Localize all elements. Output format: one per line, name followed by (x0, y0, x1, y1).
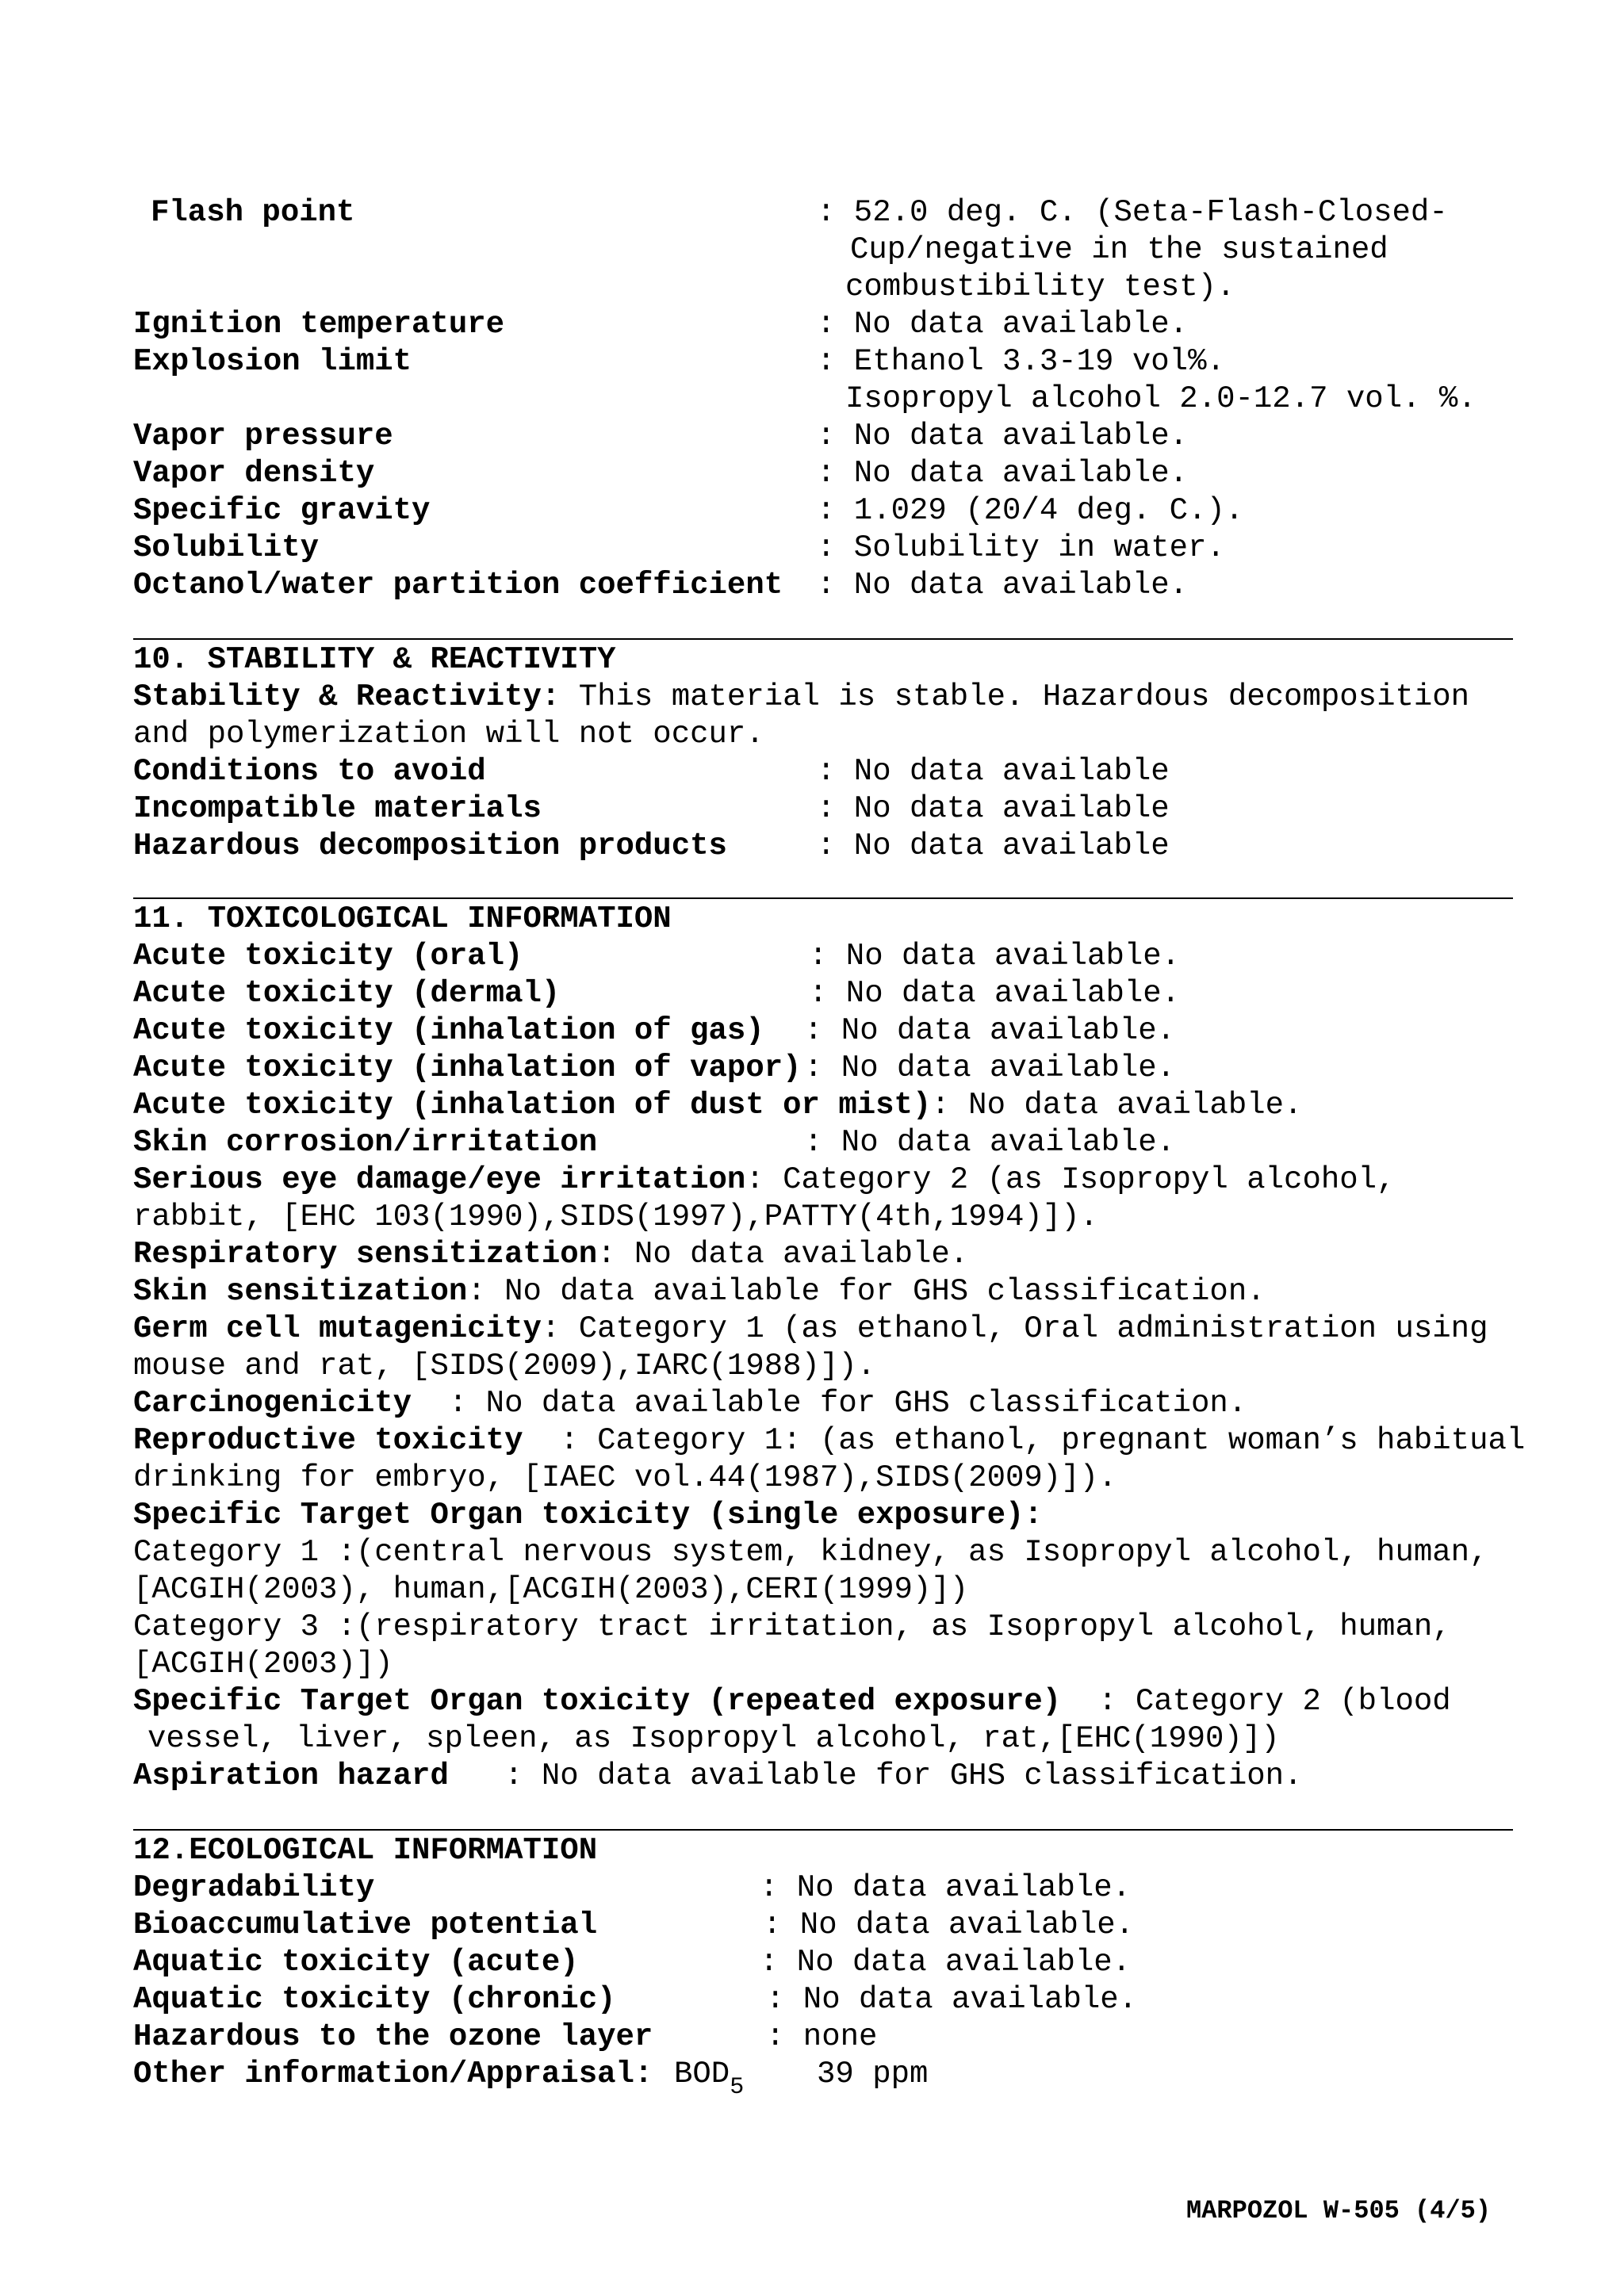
octanol-value: : No data available. (817, 568, 1189, 603)
germ-line (133, 1311, 1488, 1348)
flash-point-value-2: Cup/negative in the sustained (850, 232, 1388, 267)
vapor-density-label: Vapor density (133, 456, 375, 491)
bod-label: BOD (674, 2057, 730, 2091)
gas-label: Acute toxicity (inhalation of gas) (133, 1013, 764, 1048)
aspiration-label: Aspiration hazard (133, 1758, 449, 1793)
stot-single-text-4: [ACGIH(2003)]) (133, 1647, 393, 1682)
page-footer: MARPOZOL W-505 (4/5) (1186, 2196, 1492, 2225)
aspiration-text: : No data available for GHS classification. (448, 1758, 1303, 1793)
repro-line (133, 1422, 1525, 1460)
eye-text-1: : Category 2 (as Isopropyl alcohol, (745, 1162, 1396, 1197)
bod-subscript: 5 (730, 2074, 745, 2101)
aspiration-line (133, 1758, 1302, 1795)
repro-text-1: : Category 1: (as ethanol, pregnant woman’s habitual (523, 1423, 1526, 1458)
carc-text: : No data available for GHS classification. (412, 1386, 1247, 1421)
oral-label: Acute toxicity (oral) (133, 939, 523, 974)
stability-label: Stability & Reactivity: (133, 679, 561, 714)
skin-sens-label: Skin sensitization (133, 1274, 468, 1309)
ignition-value: : No data available. (817, 307, 1189, 342)
vapor-inhal-value: : No data available. (804, 1050, 1176, 1085)
explosion-value-2: Isopropyl alcohol 2.0-12.7 vol. %. (845, 381, 1477, 416)
gas-value: : No data available. (804, 1013, 1176, 1048)
stot-repeat-label: Specific Target Organ toxicity (repeated exposure) (133, 1684, 1062, 1719)
eye-line (133, 1161, 1395, 1199)
incompatible-label: Incompatible materials (133, 791, 542, 826)
vapor-inhal-label: Acute toxicity (inhalation of vapor) (133, 1050, 802, 1085)
vapor-pressure-value: : No data available. (817, 419, 1189, 453)
dust-line (133, 1087, 1302, 1124)
skin-sens-text: : No data available for GHS classification. (467, 1274, 1266, 1309)
repro-text-2: drinking for embryo, [IAEC vol.44(1987),SIDS(2009)]). (133, 1460, 1117, 1495)
octanol-label: Octanol/water partition coefficient (133, 568, 783, 603)
stot-repeat-text-1: : Category 2 (blood (1061, 1684, 1451, 1719)
dermal-value: : No data available. (809, 976, 1181, 1011)
hazardous-decomp-value: : No data available (817, 828, 1170, 863)
resp-label: Respiratory sensitization (133, 1237, 598, 1272)
stability-line (133, 679, 1469, 716)
stability-text-2: and polymerization will not occur. (133, 717, 764, 752)
section-11-heading: 11. TOXICOLOGICAL INFORMATION (133, 901, 672, 936)
germ-text-2: mouse and rat, [SIDS(2009),IARC(1988)]). (133, 1349, 876, 1383)
germ-text-1: : Category 1 (as ethanol, Oral administration using (541, 1311, 1488, 1346)
section-divider (133, 1829, 1513, 1831)
carc-line (133, 1385, 1247, 1422)
dermal-label: Acute toxicity (dermal) (133, 976, 561, 1011)
aq-acute-label: Aquatic toxicity (acute) (133, 1945, 579, 1980)
conditions-value: : No data available (817, 754, 1170, 789)
skin-corr-value: : No data available. (804, 1125, 1176, 1160)
eye-text-2: rabbit, [EHC 103(1990),SIDS(1997),PATTY(4th,1994)]). (133, 1200, 1098, 1234)
conditions-label: Conditions to avoid (133, 754, 486, 789)
stot-single-text-3: Category 3 :(respiratory tract irritation, as Isopropyl alcohol, human, (133, 1609, 1451, 1644)
degradability-value: : No data available. (760, 1870, 1132, 1905)
skin-sens-line (133, 1273, 1266, 1311)
aq-acute-value: : No data available. (760, 1945, 1132, 1980)
specific-gravity-label: Specific gravity (133, 493, 431, 528)
skin-corr-label: Skin corrosion/irritation (133, 1125, 598, 1160)
resp-text: : No data available. (597, 1237, 969, 1272)
incompatible-value: : No data available (817, 791, 1170, 826)
stot-repeat-text-2: vessel, liver, spleen, as Isopropyl alcohol, rat,[EHC(1990)]) (147, 1721, 1280, 1756)
explosion-value-1: : Ethanol 3.3-19 vol%. (817, 344, 1225, 379)
section-10-heading: 10. STABILITY & REACTIVITY (133, 642, 616, 677)
bioacc-value: : No data available. (763, 1908, 1135, 1942)
dust-value: : No data available. (931, 1088, 1303, 1123)
stot-repeat-line (133, 1683, 1451, 1720)
ozone-value: : none (766, 2019, 878, 2054)
specific-gravity-value: : 1.029 (20/4 deg. C.). (817, 493, 1244, 528)
section-divider (133, 638, 1513, 640)
stability-text-1: This material is stable. Hazardous decomposition (560, 679, 1470, 714)
germ-label: Germ cell mutagenicity (133, 1311, 542, 1346)
resp-line (133, 1236, 968, 1273)
flash-point-value-1: : 52.0 deg. C. (Seta-Flash-Closed- (817, 195, 1448, 230)
dust-label: Acute toxicity (inhalation of dust or mist) (133, 1088, 932, 1123)
solubility-label: Solubility (133, 530, 320, 565)
degradability-label: Degradability (133, 1870, 375, 1905)
vapor-pressure-label: Vapor pressure (133, 419, 393, 453)
explosion-label: Explosion limit (133, 344, 412, 379)
oral-value: : No data available. (809, 939, 1181, 974)
flash-point-value-3: combustibility test). (845, 270, 1235, 304)
aq-chronic-value: : No data available. (766, 1982, 1138, 2017)
stot-single-label: Specific Target Organ toxicity (single exposure): (133, 1498, 1043, 1533)
carc-label: Carcinogenicity (133, 1386, 412, 1421)
vapor-density-value: : No data available. (817, 456, 1189, 491)
section-divider (133, 897, 1513, 899)
section-12-heading: 12.ECOLOGICAL INFORMATION (133, 1833, 598, 1868)
stot-single-text-2: [ACGIH(2003), human,[ACGIH(2003),CERI(1999)]) (133, 1572, 969, 1607)
repro-label: Reproductive toxicity (133, 1423, 523, 1458)
bioacc-label: Bioaccumulative potential (133, 1908, 598, 1942)
hazardous-decomp-label: Hazardous decomposition products (133, 828, 727, 863)
flash-point-label: Flash point (151, 195, 355, 230)
bod-value: 39 ppm (817, 2057, 929, 2091)
ozone-label: Hazardous to the ozone layer (133, 2019, 653, 2054)
eye-label: Serious eye damage/eye irritation (133, 1162, 746, 1197)
other-info-label: Other information/Appraisal: (133, 2057, 653, 2091)
ignition-label: Ignition temperature (133, 307, 505, 342)
solubility-value: : Solubility in water. (817, 530, 1225, 565)
stot-single-text-1: Category 1 :(central nervous system, kidney, as Isopropyl alcohol, human, (133, 1535, 1488, 1570)
aq-chronic-label: Aquatic toxicity (chronic) (133, 1982, 616, 2017)
bod-value-line (674, 2056, 745, 2101)
